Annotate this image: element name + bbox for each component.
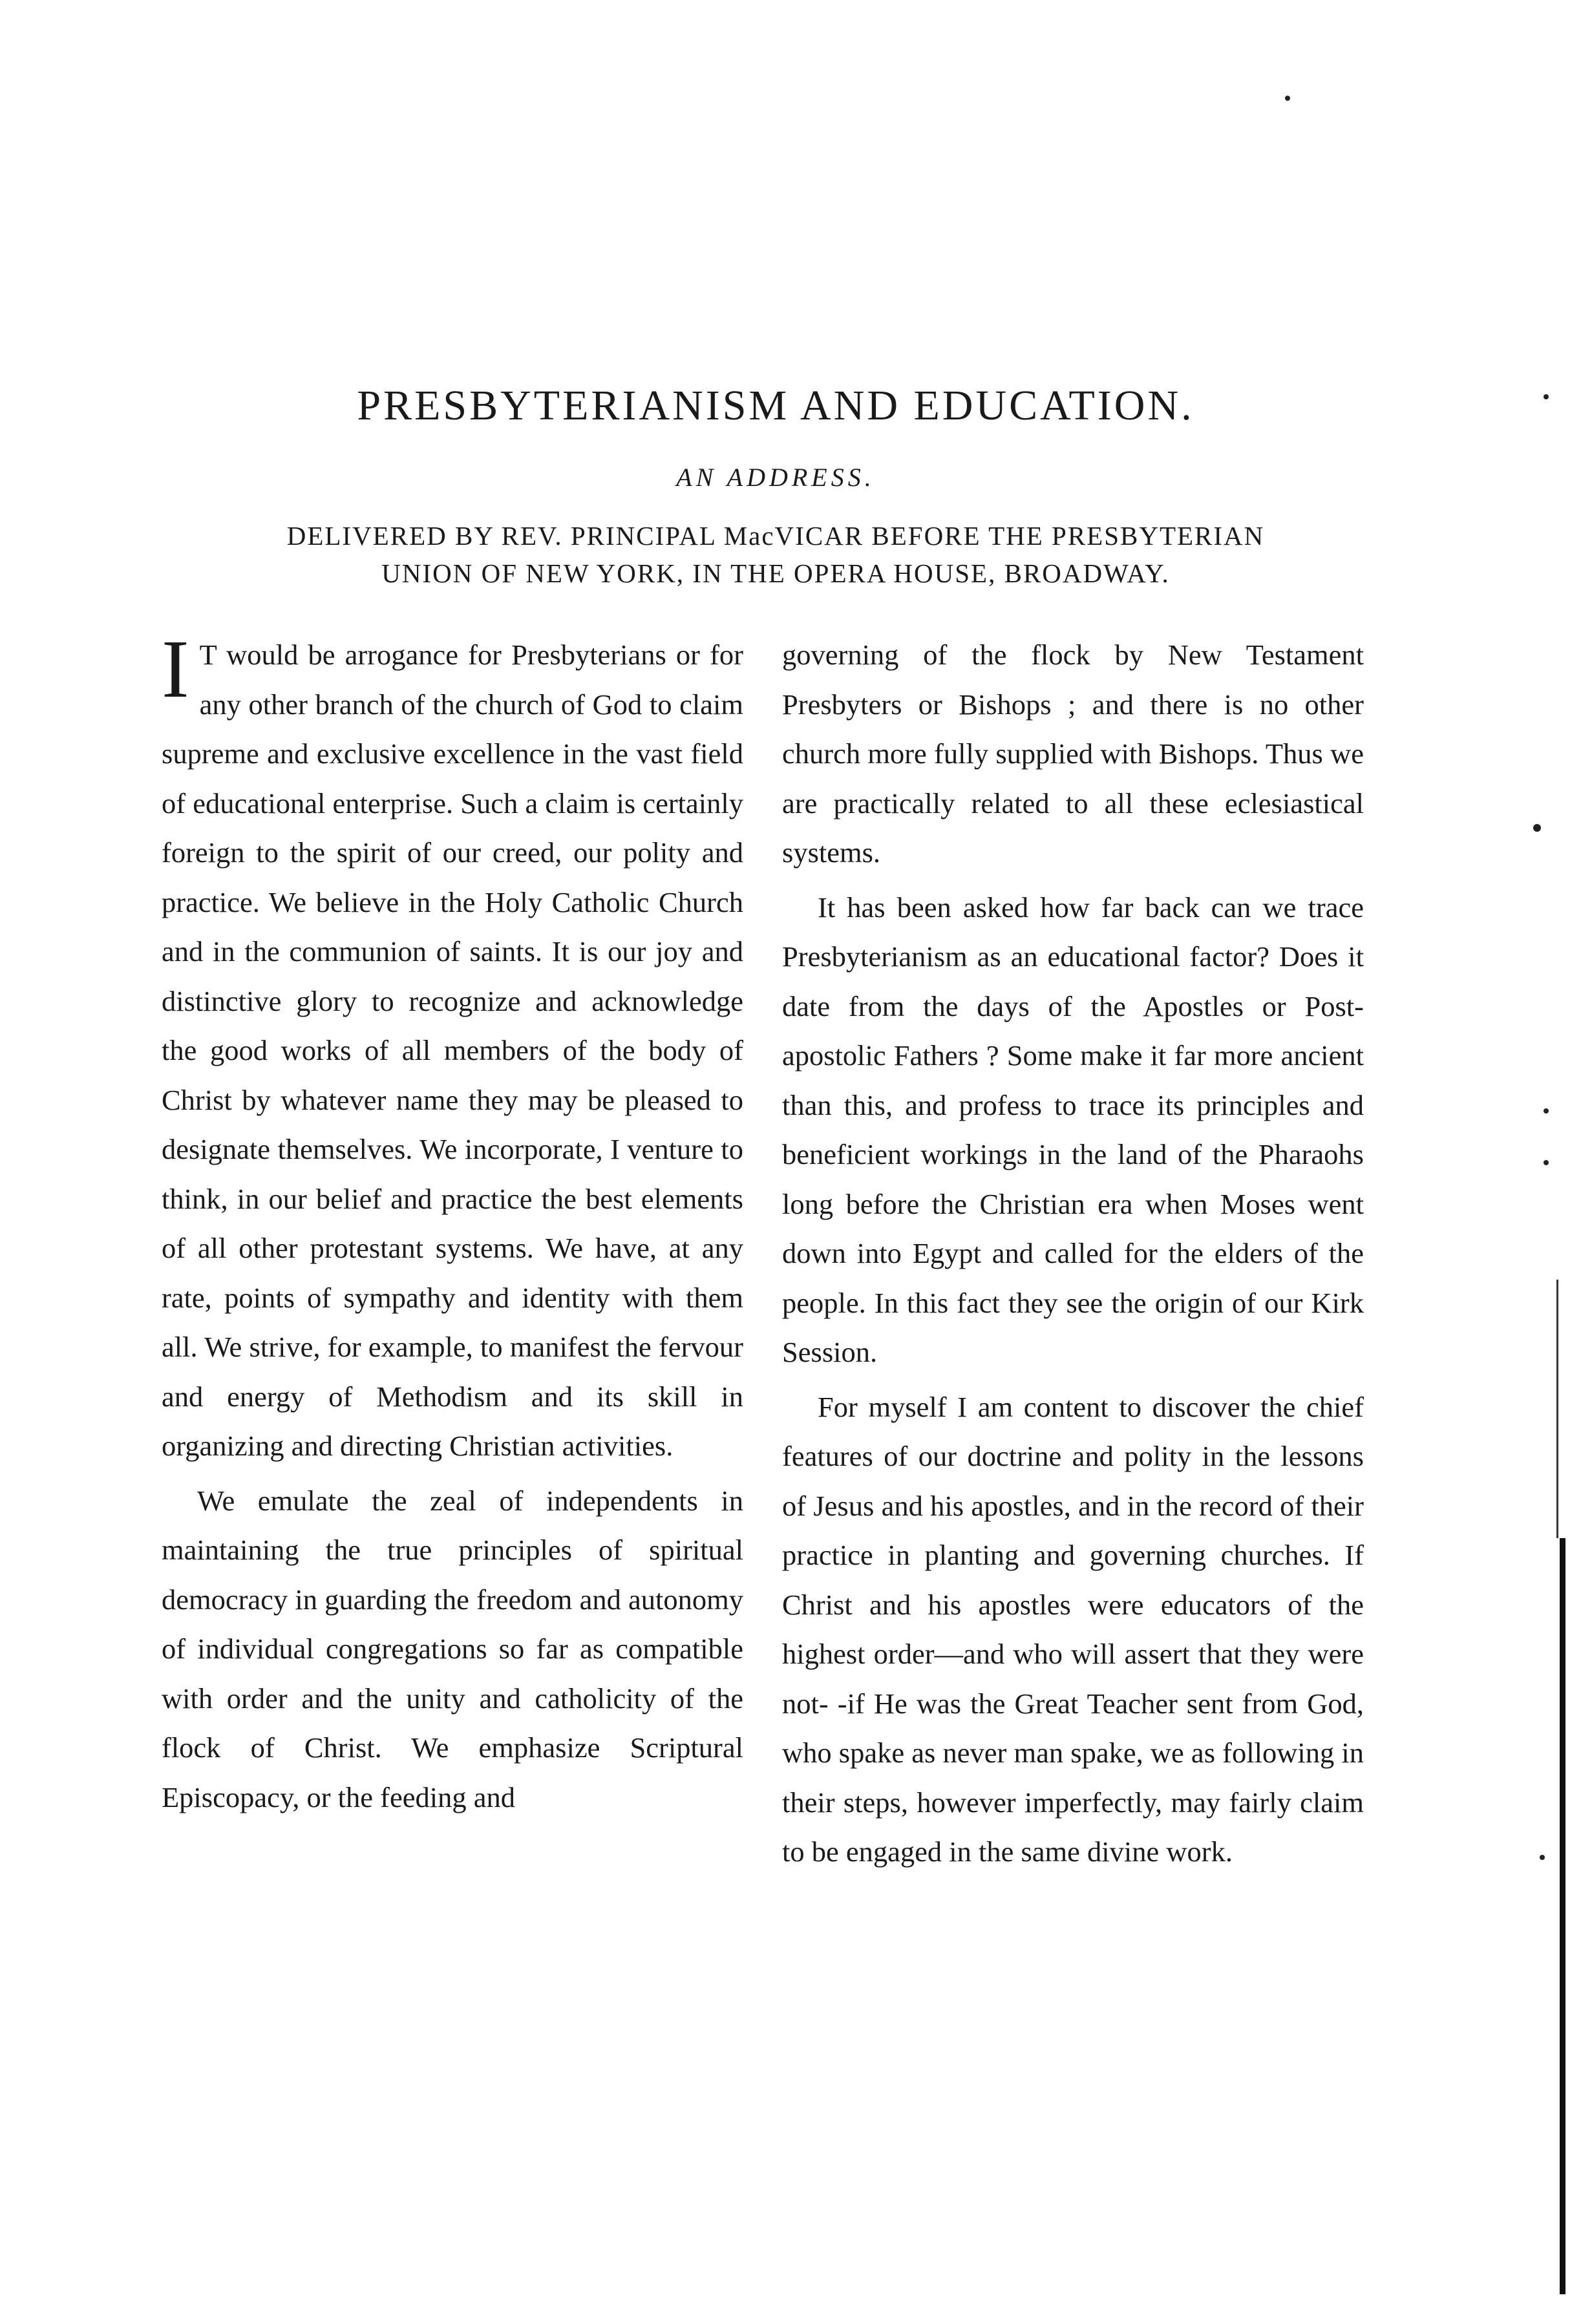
scan-edge-line bbox=[1556, 1280, 1558, 1538]
scan-speck bbox=[1544, 1160, 1549, 1165]
page-title: PRESBYTERIANISM AND EDUCATION. bbox=[357, 382, 1194, 429]
paragraph bbox=[162, 623, 743, 1471]
paragraph: governing of the flock by New Testament Presbyters or Bishops ; and there is no other church more fully supplied with Bishops. Thus we are practically related to all these eclesiastical systems. bbox=[782, 639, 1364, 869]
paragraph: For myself I am content to discover the chief features of our doctrine and polity in the lessons of Jesus and his apostles, and in the record of their practice in planting and governing churches. If Christ and his apostles were educators of the highest order—and who will assert that they were not- -if He was the Great Teacher sent from God, who spake as never man spake, we as following in their steps, however imperfectly, may fairly claim to be engaged in the same divine work. bbox=[782, 1390, 1364, 1868]
left-column bbox=[162, 623, 743, 1827]
drop-cap: I bbox=[162, 623, 189, 715]
paragraph-text: T would be arrogance for Presbyterians or for any other branch of the church of God to claim supreme and exclusive excellence in the vast field of educational enterprise. Such a claim is certainly foreign to the spirit of our creed, our polity and practice. We believe in the Holy Catholic Church and in the communion of saints. It is our joy and distinctive glory to recognize and acknowledge the good works of all members of the body of Christ by whatever name they may be pleased to designate themselves. We incorporate, I venture to think, in our belief and practice the best elements of all other protestant systems. We have, at any rate, points of sympathy and identity with them all. We strive, for example, to manifest the fervour and energy of Methodism and its skill in organizing and directing Christian activities. bbox=[162, 639, 743, 1462]
paragraph: We emulate the zeal of independents in maintaining the true principles of spiritual democracy in guarding the freedom and autonomy of individual congregations so far as compatible with order and the unity and catholicity of the flock of Christ. We emphasize Scriptural Episcopacy, or the feeding and bbox=[162, 1484, 743, 1813]
scan-speck bbox=[1544, 394, 1549, 399]
scan-speck bbox=[1544, 1108, 1549, 1114]
subtitle: AN ADDRESS. bbox=[676, 463, 875, 492]
scan-edge-bar bbox=[1560, 1538, 1565, 2294]
right-column bbox=[782, 630, 1364, 1882]
scan-speck bbox=[1533, 824, 1541, 832]
delivered-line-1: DELIVERED BY REV. PRINCIPAL MacVICAR BEFORE THE PRESBYTERIAN bbox=[286, 521, 1265, 551]
paragraph: It has been asked how far back can we trace Presbyterianism as an educational factor? Does it date from the days of the Apostles or Post-apostolic Fathers ? Some make it far more ancient than this, and profess to trace its principles and beneficient workings in the land of the Pharaohs long before the Christian era when Moses went down into Egypt and called for the elders of the people. In this fact they see the origin of our Kirk Session. bbox=[782, 891, 1364, 1368]
scan-speck bbox=[1540, 1855, 1545, 1860]
delivered-by-heading bbox=[129, 517, 1422, 592]
scan-speck bbox=[1285, 96, 1290, 101]
delivered-line-2: UNION OF NEW YORK, IN THE OPERA HOUSE, BROADWAY. bbox=[381, 558, 1170, 588]
